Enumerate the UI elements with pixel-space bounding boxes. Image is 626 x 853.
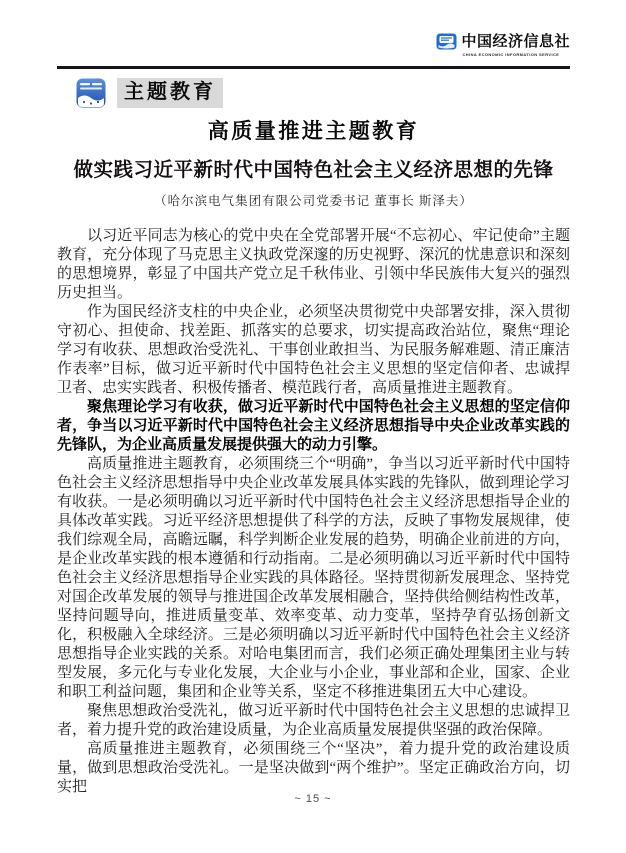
publisher-logo: [436, 33, 570, 50]
article-byline: （哈尔滨电气集团有限公司党委书记 董事长 斯泽夫）: [154, 194, 473, 208]
page-header: [436, 33, 570, 57]
paragraph-emphasis: 聚焦理论学习有收获，做习近平新时代中国特色社会主义思想的坚定信仰者，争当以习近平新时代中国特色社会主义经济思想指导中央企业改革实践的先锋队，为企业高质量发展提供强大的动力引擎。: [57, 399, 570, 453]
article-title: 高质量推进主题教育: [207, 120, 420, 143]
section-badge: [76, 78, 223, 108]
paragraph: 高质量推进主题教育，必须围绕三个“坚决”，着力提升党的政治建设质量，做到思想政治受洗礼。一是坚决做到“两个维护”。坚定正确政治方向，切实把: [57, 741, 570, 795]
theme-education-logo-icon: [76, 78, 106, 108]
publisher-name: 中国经济信息社: [461, 33, 570, 50]
header-divider: [57, 66, 570, 69]
paragraph: 以习近平同志为核心的党中央在全党部署开展“不忘初心、牢记使命”主题教育，充分体现了马克思主义执政党深邃的历史视野、深沉的忧患意识和深刻的思想境界，彰显了中国共产党立足千秋伟业、引领中华民族伟大复兴的强烈历史担当。: [57, 228, 570, 301]
paragraph: 高质量推进主题教育，必须围绕三个“明确”，争当以习近平新时代中国特色社会主义经济思想指导中央企业改革发展具体实践的先锋队，做到理论学习有收获。一是必须明确以习近平新时代中国特色社会主义经济思想指导企业的具体改革实践。习近平经济思想提供了科学的方法，反映了事物发展规律，使我们综观全局，高瞻远瞩，科学判断企业发展的趋势，明确企业前进的方向，是企业改革实践的根本遵循和行动指南。二是必须明确以习近平新时代中国特色社会主义经济思想指导企业实践的具体路径。坚持贯彻新发展理念、坚持党对国企改革发展的领导与推进国企改革发展相融合，坚持供给侧结构性改革，坚持问题导向，推进质量变革、效率变革、动力变革，坚持孕育弘扬创新文化，积极融入全球经济。三是必须明确以习近平新时代中国特色社会主义经济思想指导企业实践的关系。对哈电集团而言，我们必须正确处理集团主业与转型发展，多元化与专业化发展，大企业与小企业，事业部和企业，国家、企业和职工利益问题，集团和企业等关系，坚定不移推进集团五大中心建设。: [57, 456, 570, 700]
paragraph: 作为国民经济支柱的中央企业，必须坚决贯彻党中央部署安排，深入贯彻守初心、担使命、找差距、抓落实的总要求，切实提高政治站位，聚焦“理论学习有收获、思想政治受洗礼、干事创业敢担当、为民服务解难题、清正廉洁作表率”目标，做习近平新时代中国特色社会主义思想的坚定信仰者、忠诚捍卫者、忠实实践者、积极传播者、模范践行者，高质量推进主题教育。: [57, 304, 570, 396]
article-subtitle: 做实践习近平新时代中国特色社会主义经济思想的先锋: [73, 159, 554, 181]
publisher-tagline: CHINA ECONOMIC INFORMATION SERVICE: [462, 51, 560, 57]
page-number: ~ 15 ~: [294, 793, 332, 805]
article-body: [57, 227, 570, 797]
article: [57, 115, 570, 797]
section-badge-label: 主题教育: [117, 78, 223, 108]
cnfic-logo-icon: [436, 33, 457, 50]
paragraph: 聚焦思想政治受洗礼，做习近平新时代中国特色社会主义思想的忠诚捍卫者，着力提升党的政治建设质量，为企业高质量发展提供坚强的政治保障。: [57, 703, 570, 738]
